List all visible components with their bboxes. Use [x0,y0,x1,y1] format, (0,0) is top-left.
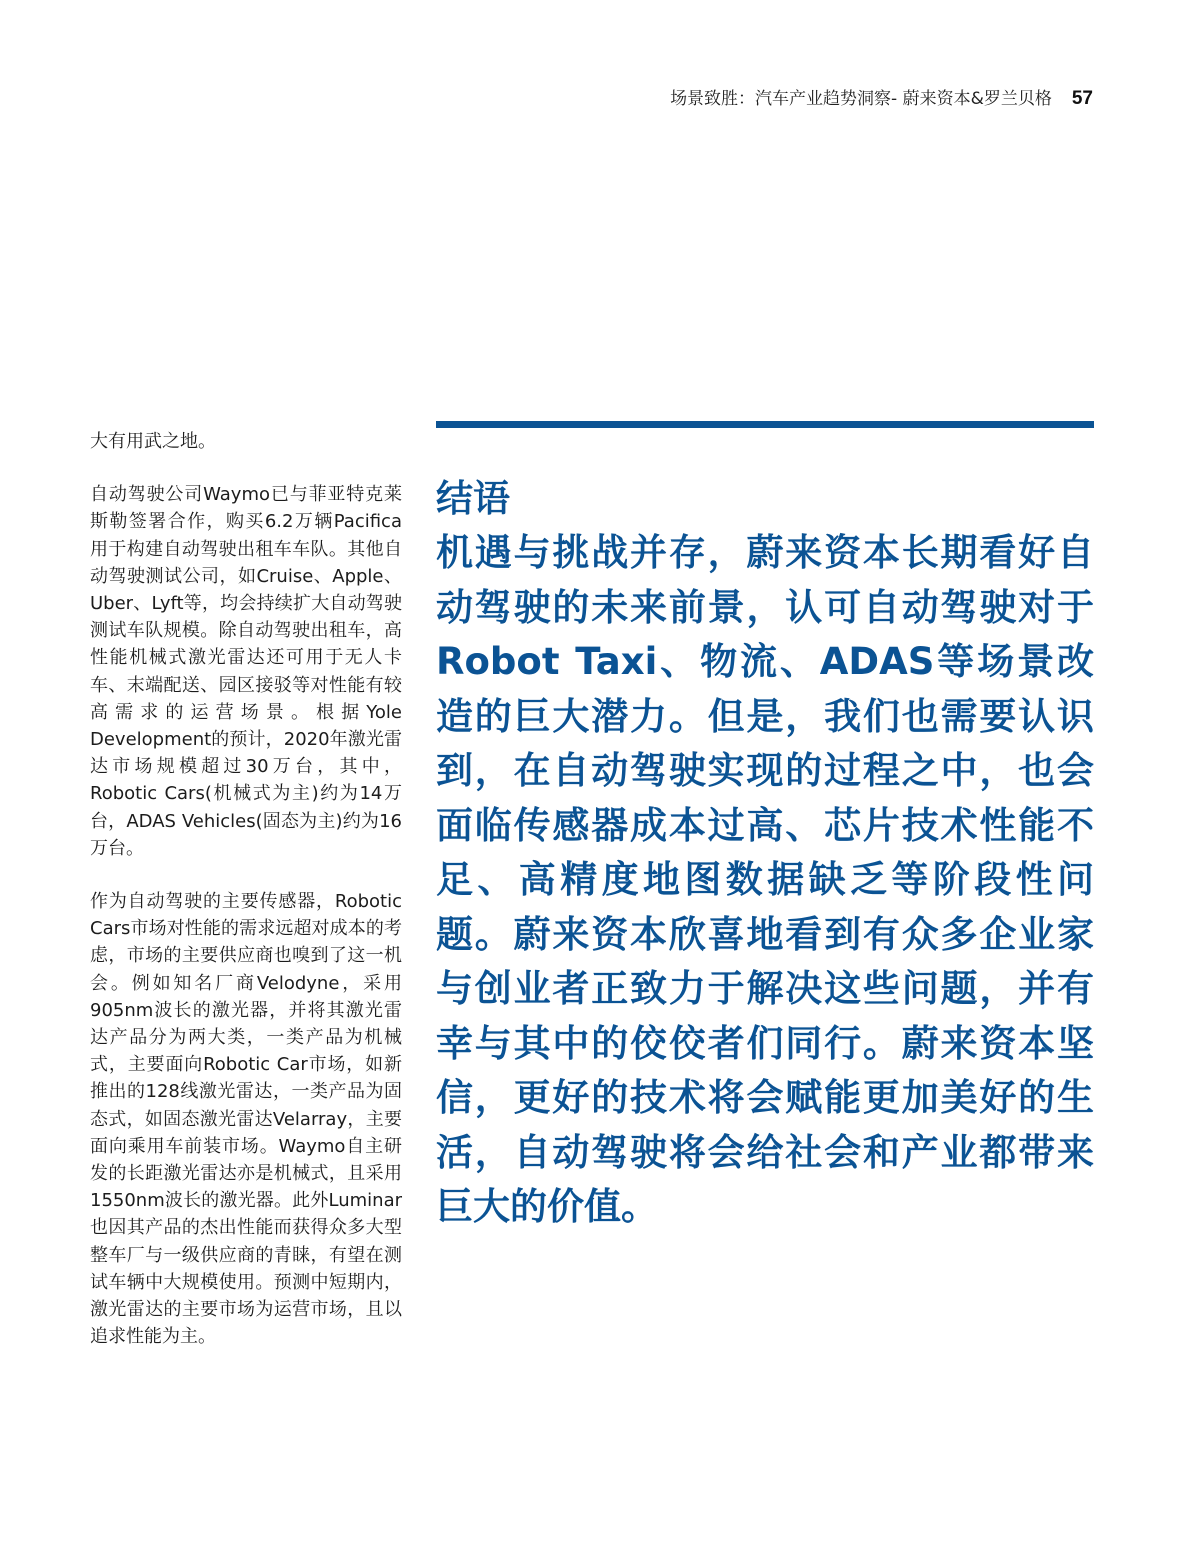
section-title: 结语 [436,477,510,520]
running-header [670,84,1093,110]
left-text-column [90,428,402,1377]
body-paragraph: 大有用武之地。 [90,431,216,452]
body-paragraph: 作为自动驾驶的主要传感器，Robotic Cars市场对性能的需求远超对成本的考虑，市场的主要供应商也嗅到了这一机会。例如知名厂商Velodyne，采用905nm波长的激光器，并将其激光雷达产品分为两大类，一类产品为机械式，主要面向Robotic Car市场，如新推出的128线激光雷达，一类产品为固态式，如固态激光雷达Velarray，主要面向乘用车前装市场。Waymo自主研发的长距激光雷达亦是机械式，且采用1550nm波长的激光器。此外Luminar也因其产品的杰出性能而获得众多大型整车厂与一级供应商的青睐，有望在测试车辆中大规模使用。预测中短期内，激光雷达的主要市场为运营市场，且以追求性能为主。 [90,891,402,1348]
body-paragraph: 自动驾驶公司Waymo已与菲亚特克莱斯勒签署合作，购买6.2万辆Pacifica用于构建自动驾驶出租车车队。其他自动驾驶测试公司，如Cruise、Apple、Uber、Lyft等，均会持续扩大自动驾驶测试车队规模。除自动驾驶出租车，高性能机械式激光雷达还可用于无人卡车、末端配送、园区接驳等对性能有较高需求的运营场景。根据Yole Development的预计，2020年激光雷达市场规模超过30万台，其中，Robotic Cars(机械式为主)约为14万台，ADAS Vehicles(固态为主)约为16万台。 [90,484,402,859]
page-number: 57 [1071,88,1093,109]
running-title: 场景致胜：汽车产业趋势洞察- 蔚来资本&罗兰贝格 [670,89,1052,109]
section-divider [436,421,1094,428]
conclusion-text: 机遇与挑战并存，蔚来资本长期看好自动驾驶的未来前景，认可自动驾驶对于Robot Taxi、物流、ADAS等场景改造的巨大潜力。但是，我们也需要认识到，在自动驾驶实现的过程之中，也会面临传感器成本过高、芯片技术性能不足、高精度地图数据缺乏等阶段性问题。蔚来资本欣喜地看到有众多企业家与创业者正致力于解决这些问题，并有幸与其中的佼佼者们同行。蔚来资本坚信，更好的技术将会赋能更加美好的生活，自动驾驶将会给社会和产业都带来巨大的价值。 [436,531,1094,1228]
conclusion-section [436,421,1094,1235]
